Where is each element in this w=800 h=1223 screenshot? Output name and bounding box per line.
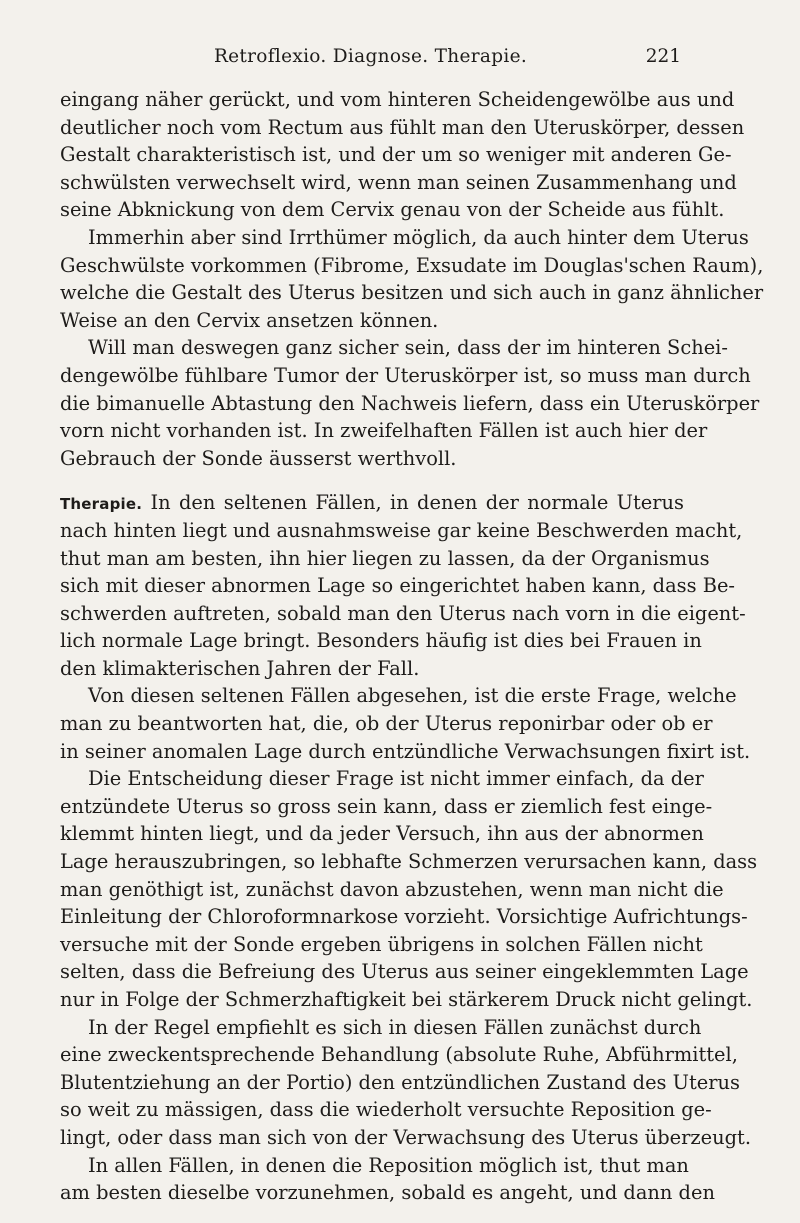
running-title: Retroflexio. Diagnose. Therapie.	[213, 46, 528, 67]
text-line: thut man am besten, ihn hier liegen zu lassen, da der Organismus	[60, 546, 710, 570]
text-line: klemmt hinten liegt, und da jeder Versuch, ihn aus der abnormen	[60, 822, 704, 846]
text-line: welche die Gestalt des Uterus besitzen und sich auch in ganz ähnlicher	[60, 281, 764, 305]
text-line: die bimanuelle Abtastung den Nachweis liefern, dass ein Uteruskörper	[60, 391, 760, 415]
text-line: selten, dass die Befreiung des Uterus aus seiner eingeklemmten Lage	[60, 960, 749, 984]
text-line: Immerhin aber sind Irrthümer möglich, da auch hinter dem Uterus	[88, 225, 749, 249]
text-line: am besten dieselbe vorzunehmen, sobald es angeht, und dann den	[60, 1181, 715, 1205]
text-line: dengewölbe fühlbare Tumor der Uteruskörper ist, so muss man durch	[60, 363, 751, 387]
text-line: Lage herauszubringen, so lebhafte Schmerzen verursachen kann, dass	[60, 850, 758, 874]
body-text	[60, 86, 764, 1207]
text-line: seine Abknickung von dem Cervix genau von der Scheide aus fühlt.	[60, 198, 725, 222]
text-line: man genöthigt ist, zunächst davon abzustehen, wenn man nicht die	[60, 877, 724, 901]
text-line: Von diesen seltenen Fällen abgesehen, ist die erste Frage, welche	[88, 684, 737, 708]
text-line: entzündete Uterus so gross sein kann, dass er ziemlich fest einge-	[60, 794, 713, 818]
text-line: vorn nicht vorhanden ist. In zweifelhaften Fällen ist auch hier der	[60, 419, 708, 443]
text-line: eine zweckentsprechende Behandlung (absolute Ruhe, Abführmittel,	[60, 1043, 738, 1067]
text-line: Gestalt charakteristisch ist, und der um so weniger mit anderen Ge-	[60, 143, 732, 167]
running-header	[60, 44, 681, 74]
text-line: Blutentziehung an der Portio) den entzündlichen Zustand des Uterus	[60, 1070, 740, 1094]
text-line: deutlicher noch vom Rectum aus fühlt man den Uteruskörper, dessen	[60, 115, 745, 139]
text-line: den klimakterischen Jahren der Fall.	[60, 656, 420, 680]
section-lead-therapie: Therapie.	[60, 495, 143, 514]
section-gap	[60, 472, 684, 489]
text-line: In der Regel empfiehlt es sich in diesen Fällen zunächst durch	[88, 1015, 702, 1039]
page-number: 221	[645, 46, 681, 67]
text-line: versuche mit der Sonde ergeben übrigens in solchen Fällen nicht	[60, 932, 703, 956]
text-line: nach hinten liegt und ausnahmsweise gar keine Beschwerden macht,	[60, 518, 743, 542]
text-line: schwerden auftreten, sobald man den Uterus nach vorn in die eigent-	[60, 601, 746, 625]
text-line: In allen Fällen, in denen die Reposition möglich ist, thut man	[88, 1153, 689, 1177]
text-line: Einleitung der Chloroformnarkose vorzieht. Vorsichtige Aufrichtungs-	[60, 905, 748, 929]
text-span: In den seltenen Fällen, in denen der normale Uterus	[150, 491, 684, 515]
text-line: lingt, oder dass man sich von der Verwachsung des Uterus überzeugt.	[60, 1125, 751, 1149]
text-line: nur in Folge der Schmerzhaftigkeit bei stärkerem Druck nicht gelingt.	[60, 988, 753, 1011]
text-line: Die Entscheidung dieser Frage ist nicht immer einfach, da der	[88, 767, 704, 791]
text-line: schwülsten verwechselt wird, wenn man seinen Zusammenhang und	[60, 170, 737, 194]
text-line: eingang näher gerückt, und vom hinteren Scheidengewölbe aus und	[60, 88, 735, 111]
text-line: man zu beantworten hat, die, ob der Uterus reponirbar oder ob er	[60, 712, 713, 736]
text-line: lich normale Lage bringt. Besonders häufig ist dies bei Frauen in	[60, 629, 702, 653]
text-line: Gebrauch der Sonde äusserst werthvoll.	[60, 446, 457, 470]
text-line: in seiner anomalen Lage durch entzündliche Verwachsungen fixirt ist.	[60, 739, 751, 763]
text-line: Geschwülste vorkommen (Fibrome, Exsudate im Douglas'schen Raum),	[60, 253, 764, 277]
text-line: Will man deswegen ganz sicher sein, dass der im hinteren Schei-	[88, 336, 728, 360]
text-line: sich mit dieser abnormen Lage so eingerichtet haben kann, dass Be-	[60, 574, 735, 598]
text-line: so weit zu mässigen, dass die wiederholt versuchte Reposition ge-	[60, 1098, 712, 1122]
text-line: Weise an den Cervix ansetzen können.	[60, 308, 439, 332]
therapie-first-line	[60, 489, 684, 517]
